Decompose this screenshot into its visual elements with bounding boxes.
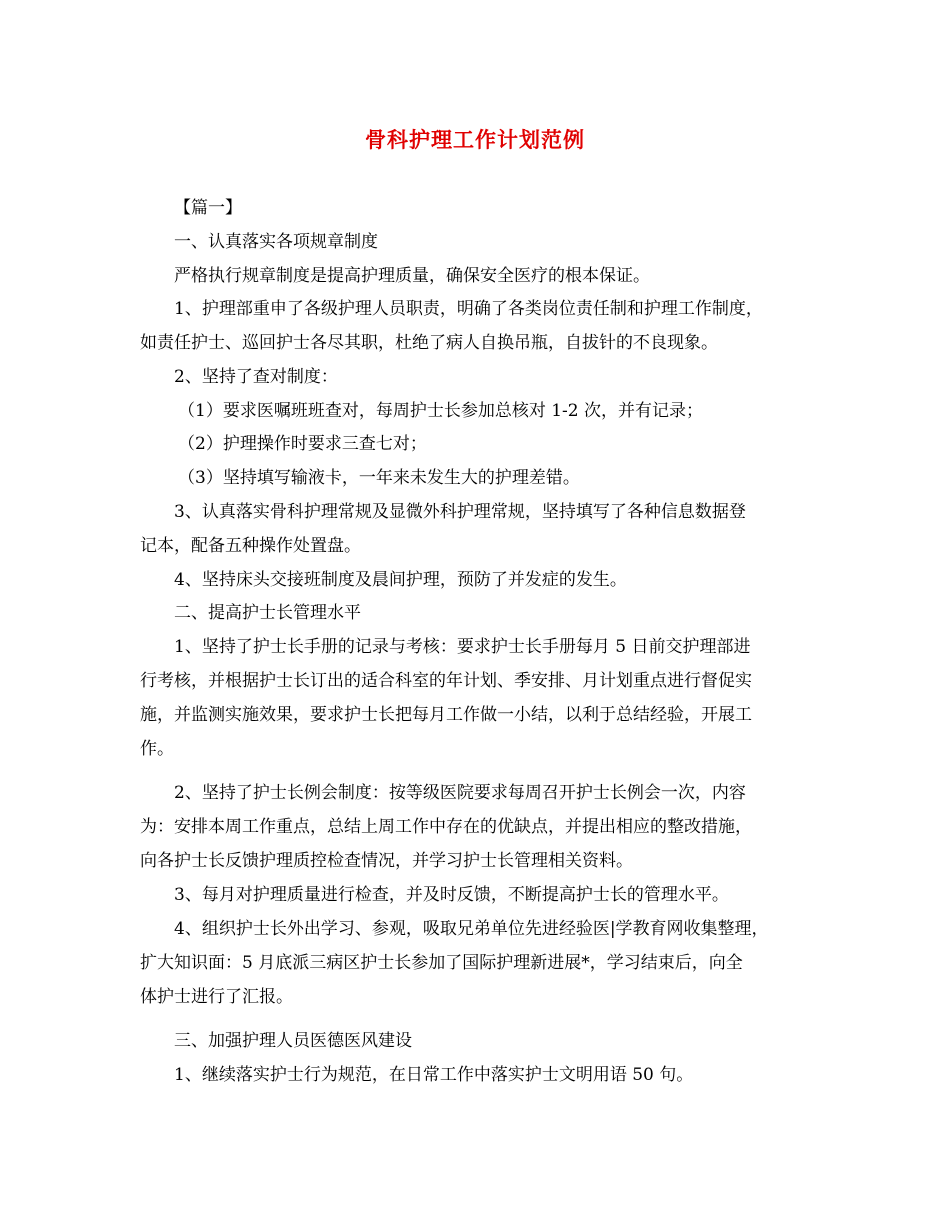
paragraph-line: 如责任护士、巡回护士各尽其职，杜绝了病人自换吊瓶，自拔针的不良现象。 — [140, 333, 718, 353]
paragraph-line: 1、继续落实护士行为规范，在日常工作中落实护士文明用语 50 句。 — [174, 1065, 694, 1085]
paragraph-line: 为：安排本周工作重点，总结上周工作中存在的优缺点，并提出相应的整改措施， — [140, 817, 752, 837]
paragraph-line: 严格执行规章制度是提高护理质量，确保安全医疗的根本保证。 — [174, 266, 650, 286]
list-item: （1）要求医嘱班班查对，每周护士长参加总核对 1-2 次，并有记录； — [178, 401, 703, 421]
paragraph-line: 1、坚持了护士长手册的记录与考核：要求护士长手册每月 5 日前交护理部进 — [174, 637, 751, 657]
paragraph-line: 2、坚持了护士长例会制度：按等级医院要求每周召开护士长例会一次，内容 — [174, 783, 746, 803]
section-heading: 一、认真落实各项规章制度 — [174, 232, 378, 252]
paragraph-line: 向各护士长反馈护理质控检查情况，并学习护士长管理相关资料。 — [140, 851, 633, 871]
paragraph-line: 2、坚持了查对制度： — [174, 367, 338, 387]
section-heading: 二、提高护士长管理水平 — [174, 603, 361, 623]
section-heading: 三、加强护理人员医德医风建设 — [174, 1031, 412, 1051]
paragraph-line: 3、每月对护理质量进行检查，并及时反馈，不断提高护士长的管理水平。 — [174, 885, 729, 905]
paragraph-line: 作。 — [140, 739, 174, 759]
paragraph-line: 4、坚持床头交接班制度及晨间护理，预防了并发症的发生。 — [174, 570, 627, 590]
list-item: （2）护理操作时要求三查七对； — [178, 434, 427, 454]
section-label: 【篇一】 — [174, 198, 242, 218]
paragraph-line: 扩大知识面：5 月底派三病区护士长参加了国际护理新进展*，学习结束后，向全 — [140, 953, 743, 973]
paragraph-line: 4、组织护士长外出学习、参观，吸取兄弟单位先进经验医|学教育网收集整理， — [174, 919, 769, 939]
paragraph-line: 行考核，并根据护士长订出的适合科室的年计划、季安排、月计划重点进行督促实 — [140, 671, 752, 691]
paragraph-line: 体护士进行了汇报。 — [140, 987, 293, 1007]
list-item: （3）坚持填写输液卡，一年来未发生大的护理差错。 — [178, 468, 580, 488]
document-title: 骨科护理工作计划范例 — [365, 128, 585, 152]
paragraph-line: 1、护理部重申了各级护理人员职责，明确了各类岗位责任制和护理工作制度， — [174, 299, 763, 319]
paragraph-line: 记本，配备五种操作处置盘。 — [140, 536, 361, 556]
paragraph-line: 施，并监测实施效果，要求护士长把每月工作做一小结，以利于总结经验，开展工 — [140, 705, 752, 725]
paragraph-line: 3、认真落实骨科护理常规及显微外科护理常规，坚持填写了各种信息数据登 — [174, 502, 746, 522]
